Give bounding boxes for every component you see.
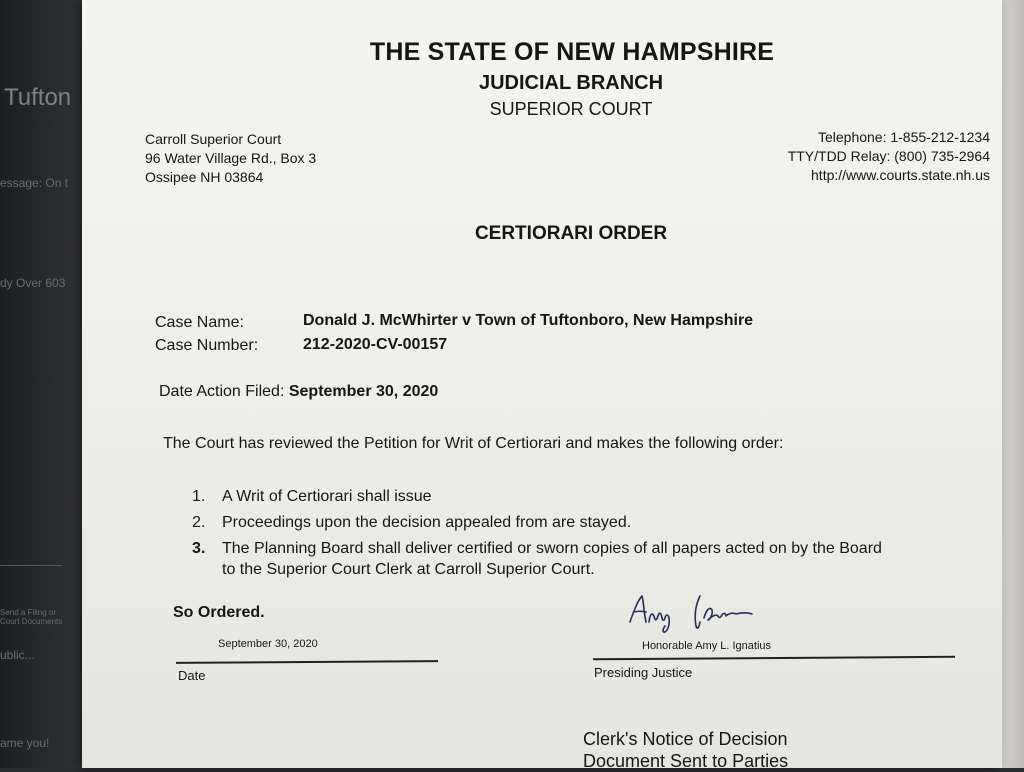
judge-signature-line bbox=[593, 656, 955, 661]
clerk-notice bbox=[583, 728, 788, 772]
date-filed bbox=[159, 383, 438, 401]
state-heading: THE STATE OF NEW HAMPSHIRE bbox=[369, 38, 775, 66]
order-date: September 30, 2020 bbox=[218, 638, 318, 650]
order-list bbox=[192, 486, 882, 580]
court-contact bbox=[788, 128, 990, 185]
so-ordered: So Ordered. bbox=[173, 604, 265, 621]
background-text: Court Documents bbox=[0, 617, 63, 626]
court-heading: SUPERIOR COURT bbox=[489, 99, 653, 119]
background-text: ame you! bbox=[0, 736, 50, 750]
court-order-page bbox=[82, 0, 1002, 771]
order-number: 3. bbox=[192, 540, 206, 557]
order-number: 1. bbox=[192, 488, 206, 505]
order-intro: The Court has reviewed the Petition for Writ of Certiorari and makes the following order: bbox=[163, 435, 784, 452]
background-divider bbox=[0, 565, 62, 566]
order-text: Proceedings upon the decision appealed from are stayed. bbox=[222, 514, 632, 531]
case-number-label: Case Number: bbox=[155, 337, 259, 354]
case-name-value: Donald J. McWhirter v Town of Tuftonboro, New Hampshire bbox=[303, 312, 754, 329]
branch-heading: JUDICIAL BRANCH bbox=[478, 72, 664, 94]
order-text: to the Superior Court Clerk at Carroll Superior Court. bbox=[222, 561, 595, 578]
order-number: 2. bbox=[192, 514, 206, 531]
background-text: Tufton bbox=[4, 84, 72, 111]
website: http://www.courts.state.nh.us bbox=[811, 167, 990, 183]
telephone: Telephone: 1-855-212-1234 bbox=[817, 129, 990, 145]
case-number-value: 212-2020-CV-00157 bbox=[303, 336, 448, 353]
order-text: A Writ of Certiorari shall issue bbox=[222, 488, 432, 505]
document-title: CERTIORARI ORDER bbox=[474, 223, 668, 244]
order-item bbox=[192, 486, 882, 508]
address-line: 96 Water Village Rd., Box 3 bbox=[145, 150, 317, 166]
tty-relay: TTY/TDD Relay: (800) 735-2964 bbox=[787, 148, 990, 164]
address-line: Ossipee NH 03864 bbox=[145, 169, 264, 185]
background-text: dy Over 603 bbox=[0, 276, 66, 290]
background-text: essage: On t bbox=[0, 176, 69, 190]
clerk-notice-line: Clerk's Notice of Decision bbox=[583, 729, 788, 749]
court-address bbox=[145, 130, 316, 187]
date-filed-value: September 30, 2020 bbox=[288, 383, 439, 400]
background-text: ublic... bbox=[0, 648, 35, 662]
judge-signature bbox=[622, 588, 782, 634]
clerk-notice-line: Document Sent to Parties bbox=[583, 751, 789, 771]
case-name-label: Case Name: bbox=[155, 314, 244, 331]
judge-title-label: Presiding Justice bbox=[594, 665, 693, 680]
date-filed-label: Date Action Filed: bbox=[159, 383, 285, 400]
date-signature-line bbox=[176, 660, 438, 664]
background-text: Send a Filing or bbox=[0, 608, 57, 617]
judge-name: Honorable Amy L. Ignatius bbox=[642, 640, 772, 652]
order-text: The Planning Board shall deliver certified or sworn copies of all papers acted on by the Board bbox=[222, 540, 882, 557]
order-item bbox=[192, 538, 882, 580]
order-item bbox=[192, 512, 882, 534]
date-label: Date bbox=[178, 668, 206, 683]
address-line: Carroll Superior Court bbox=[145, 131, 282, 147]
